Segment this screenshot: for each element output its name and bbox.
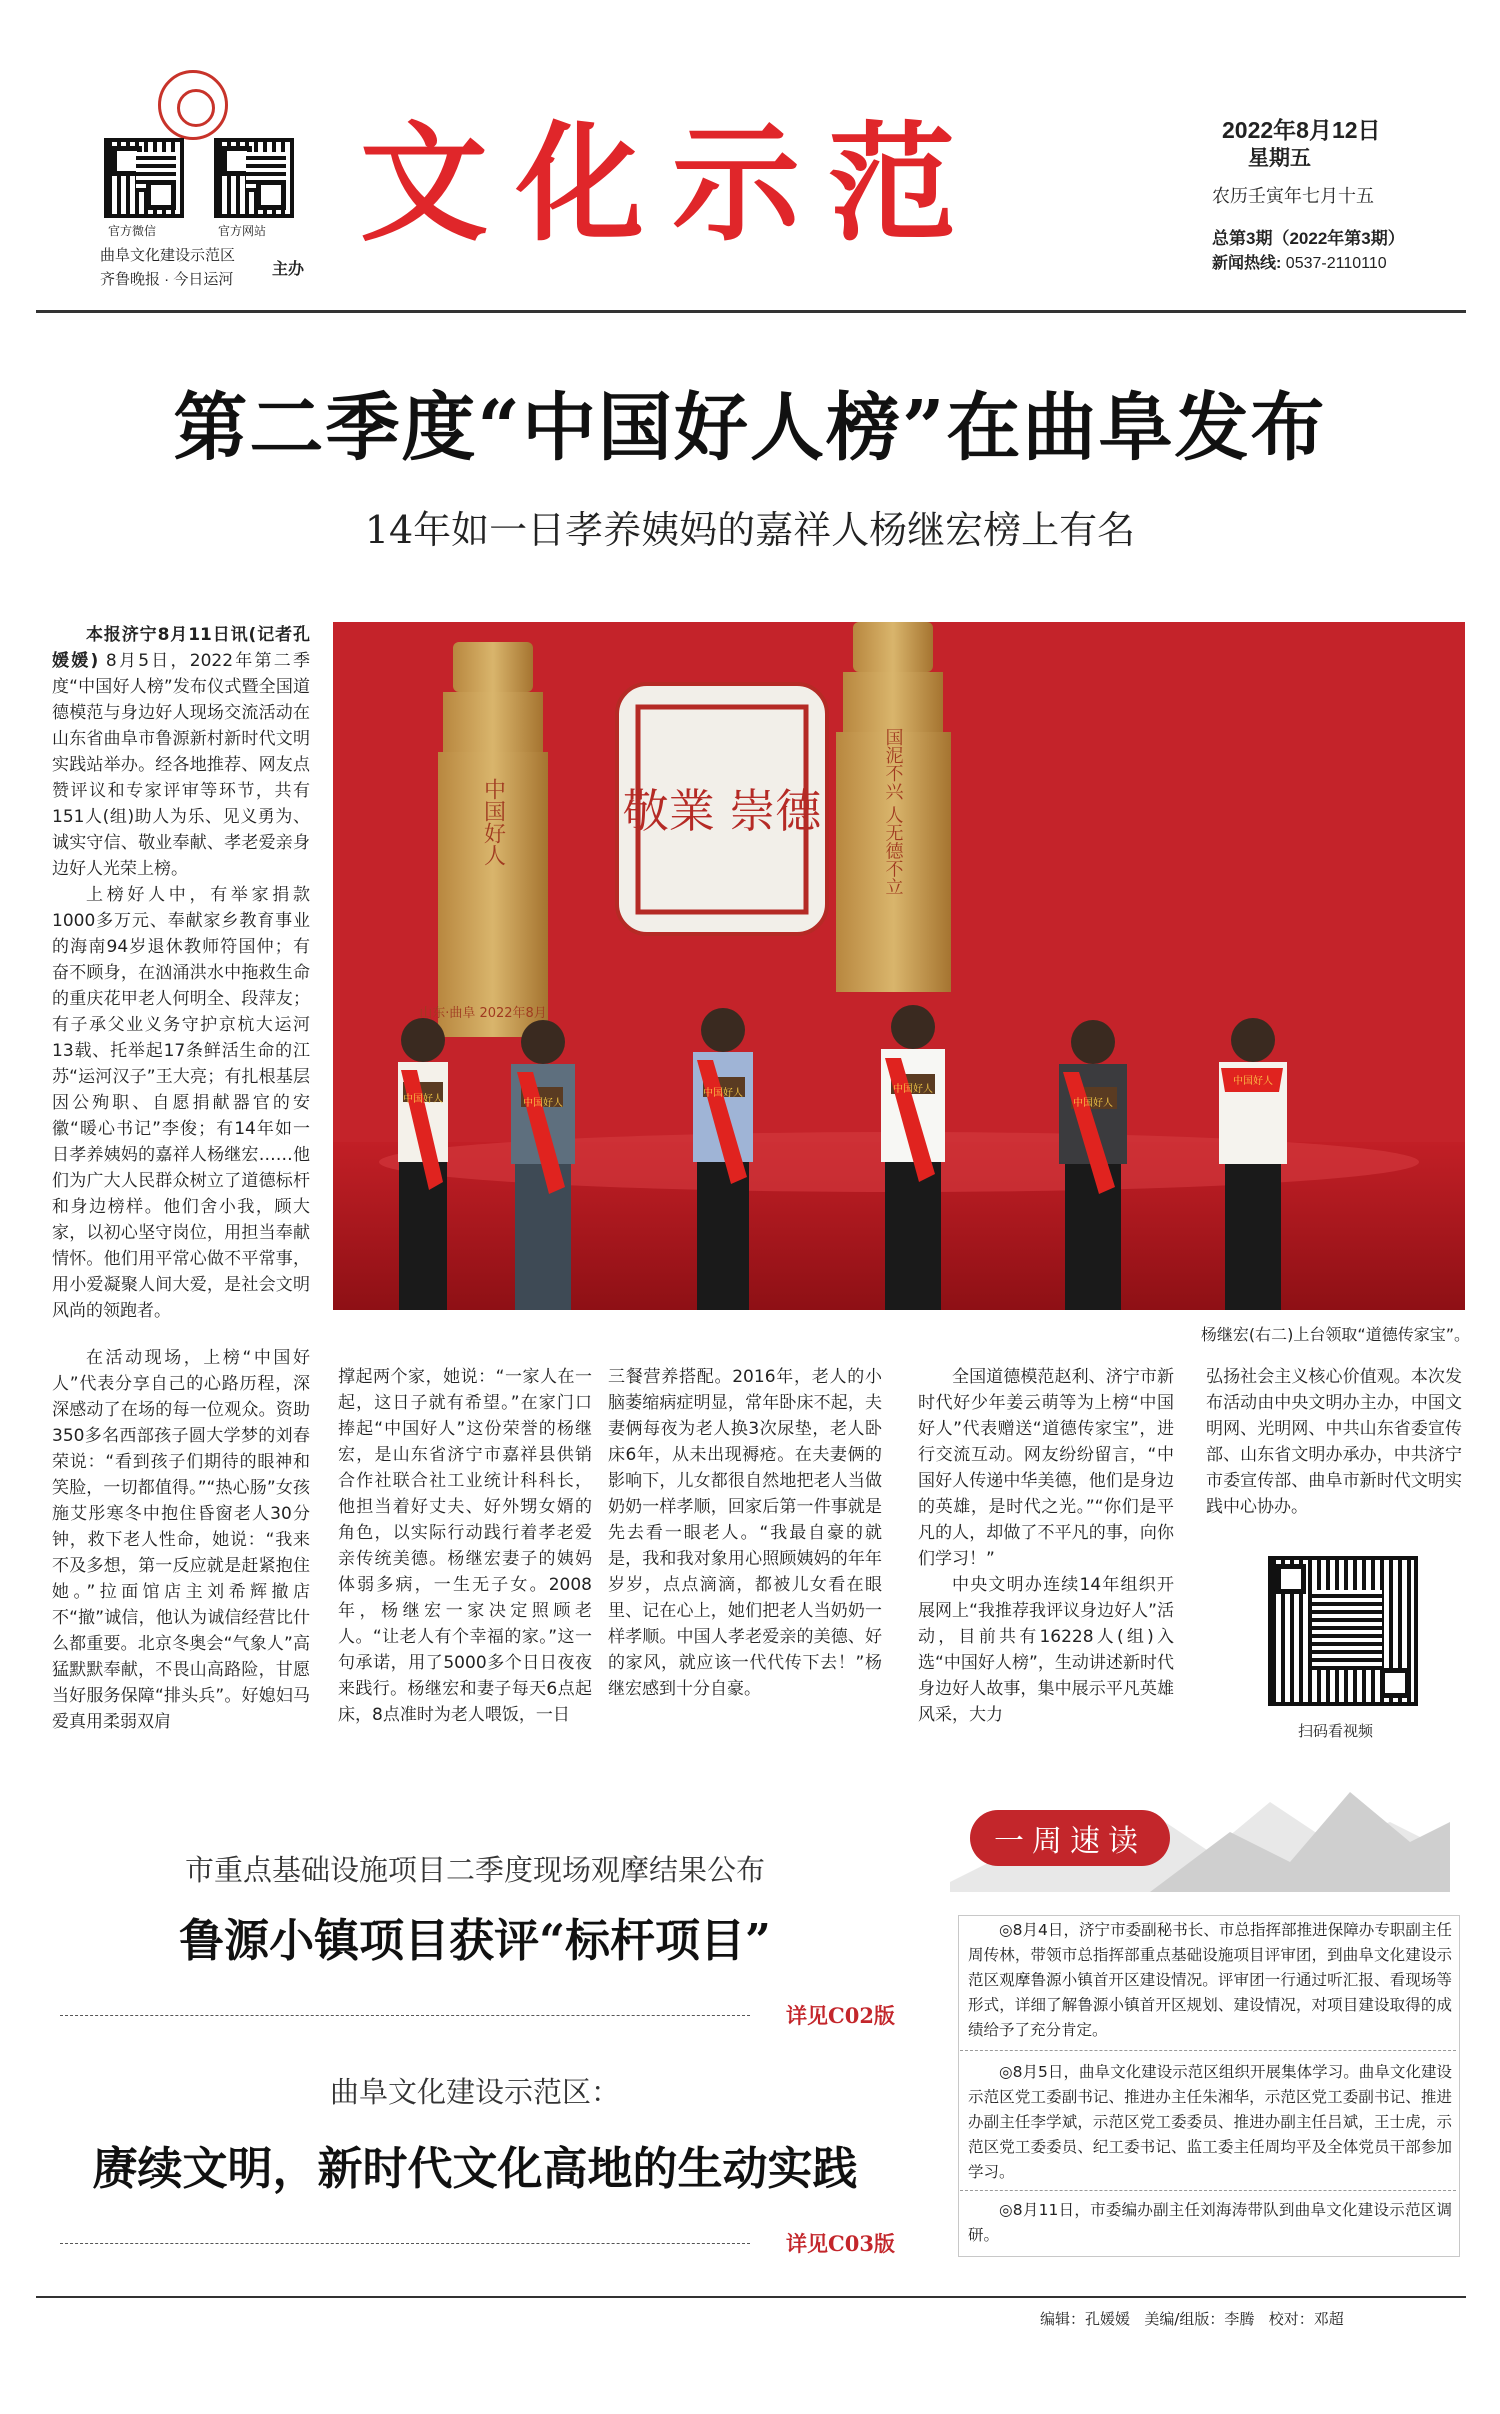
recipient-4 — [881, 1005, 945, 1310]
lead-column-3-text: 三餐营养搭配。2016年，老人的小脑萎缩病症明显，常年卧床不起，夫妻俩每夜为老人换3次尿垫，老人卧床6年，从未出现褥疮。在夫妻俩的影响下，儿女都很自然地把老人当做奶奶一样孝顺，回家后第一件事就是先去看一眼老人。“我最自豪的就是，我和我对象用心照顾姨妈的年年岁岁，点点滴滴，都被儿女看在眼里、记在心上，她们把老人当奶奶一样孝顺。中国人孝老爱亲的美德、好的家风，就应该一代代传下去！”杨继宏感到十分自豪。 — [608, 1367, 882, 1699]
sponsor-role: 主办 — [272, 261, 305, 278]
video-qr-code[interactable] — [1268, 1556, 1418, 1706]
story-3-title[interactable]: 赓续文明，新时代文化高地的生动实践 — [92, 2142, 858, 2195]
sash-text-2: 中国好人 — [523, 1098, 563, 1109]
sponsor-line-2: 齐鲁晚报 · 今日运河 — [100, 271, 234, 288]
dateline: 本报济宁8月11日讯(记者孔媛媛) — [52, 625, 310, 671]
center-seal-stamp — [617, 684, 827, 934]
photo-caption: 杨继宏(右二)上台领取“道德传家宝”。 — [1200, 1325, 1470, 1344]
award-ceremony-illustration — [333, 622, 1465, 1310]
lead-paragraph-1: 8月5日，2022年第二季度“中国好人榜”发布仪式暨全国道德模范与身边好人现场交流活动在山东省曲阜市鲁源新村新时代文明实践站举办。经各地推荐、网友点赞评议和专家评审等环节，共有151人(组)助人为乐、见义勇为、诚实守信、敬业奉献、孝老爱亲身边好人光荣上榜。 — [52, 651, 310, 879]
lead-column-1 — [52, 622, 310, 1348]
qr-label-website: 官方网站 — [218, 224, 267, 238]
sash-text-3: 中国好人 — [703, 1088, 743, 1099]
lead-column-4 — [918, 1364, 1174, 1734]
lead-column-4-p2: 中央文明办连续14年组织开展网上“我推荐我评议身边好人”活动，目前共有16228人(组)入选“中国好人榜”，生动讲述新时代身边好人故事，集中展示平凡英雄风采，大力 — [918, 1575, 1174, 1725]
lead-column-5 — [1206, 1364, 1462, 1544]
issue-number: 总第3期（2022年第3期） — [1212, 229, 1405, 248]
brief-title: 一周速读 — [994, 1824, 1146, 1859]
sash-text-4: 中国好人 — [893, 1084, 933, 1095]
brief-item-3: ◎8月11日，市委编办副主任刘海涛带队到曲阜文化建设示范区调研。 — [968, 2201, 1452, 2244]
right-seal-text: 国泥不兴 人无德不立 — [882, 728, 904, 896]
story-2-ref[interactable]: 详见C02版 — [786, 2003, 895, 2028]
masthead-title: 文化示范 — [360, 110, 985, 259]
lead-column-3 — [608, 1364, 882, 1734]
qr-label-wechat: 官方微信 — [108, 224, 157, 238]
publisher-logo — [158, 70, 228, 140]
footer-art: 美编/组版：李腾 — [1144, 2310, 1255, 2328]
sponsor-line-1: 曲阜文化建设示范区 — [100, 247, 236, 264]
brief-item-2: ◎8月5日，曲阜文化建设示范区组织开展集体学习。曲阜文化建设示范区党工委副书记、推进办主任朱湘华，示范区党工委副书记、推进办副主任李学斌，示范区党工委委员、推进办副主任吕斌，王士虎，示范区党工委委员、纪工委书记、监工委主任周均平及全体党员干部参加学习。 — [968, 2063, 1452, 2181]
recipient-3 — [693, 1008, 753, 1310]
lead-column-2 — [338, 1364, 592, 1734]
lead-column-5-text: 弘扬社会主义核心价值观。本次发布活动由中央文明办主办，中国文明网、光明网、中共山东省委宣传部、山东省文明办承办，中共济宁市委宣传部、曲阜市新时代文明实践中心协办。 — [1206, 1367, 1462, 1517]
center-seal-text: 敬業 崇德 — [622, 784, 822, 838]
brief-item-1: ◎8月4日，济宁市委副秘书长、市总指挥部推进保障办专职副主任周传林，带领市总指挥部重点基础设施项目评审团，到曲阜文化建设示范区观摩鲁源小镇首开区建设情况。评审团一行通过听汇报、看现场等形式，详细了解鲁源小镇首开区规划、建设情况，对项目建设取得的成绩给予了充分肯定。 — [968, 1921, 1452, 2039]
footer-editor: 编辑：孔媛媛 — [1040, 2310, 1131, 2328]
story-2-title[interactable]: 鲁源小镇项目获评“标杆项目” — [179, 1914, 771, 1967]
lead-subheadline: 14年如一日孝养姨妈的嘉祥人杨继宏榜上有名 — [364, 508, 1136, 552]
lunar-date: 农历壬寅年七月十五 — [1212, 186, 1374, 206]
story-2-kicker: 市重点基础设施项目二季度现场观摩结果公布 — [184, 1853, 765, 1887]
lead-paragraph-3: 在活动现场，上榜“中国好人”代表分享自己的心路历程，深深感动了在场的每一位观众。资助350多名西部孩子圆大学梦的刘春荣说：“看到孩子们期待的眼神和笑脸，一切都值得。”“热心肠”女孩施艾彤寒冬中抱住昏窗老人30分钟，救下老人性命，她说：“我来不及多想，第一反应就是赶紧抱住她。”拉面馆店主刘希辉撤店不“撤”诚信，他认为诚信经营比什么都重要。北京冬奥会“气象人”高猛默默奉献，不畏山高路险，甘愿当好服务保障“排头兵”。好媳妇马爱真用柔弱双肩 — [52, 1348, 310, 1732]
hotline-number: 0537-2110110 — [1285, 255, 1387, 272]
video-qr-caption: 扫码看视频 — [1298, 1723, 1374, 1740]
hotline — [1212, 250, 1387, 273]
issue-date: 2022年8月12日 — [1222, 117, 1381, 143]
story-3-kicker: 曲阜文化建设示范区： — [329, 2075, 620, 2109]
hotline-label: 新闻热线: — [1212, 255, 1282, 272]
lead-headline: 第二季度“中国好人榜”在曲阜发布 — [173, 385, 1327, 471]
lead-column-2-text: 撑起两个家，她说：“一家人在一起，这日子就有希望。”在家门口捧起“中国好人”这份荣誉的杨继宏，是山东省济宁市嘉祥县供销合作社联合社工业统计科科长，他担当着好丈夫、好外甥女婿的角色，以实际行动践行着孝老爱亲传统美德。杨继宏妻子的姨妈体弱多病，一生无子女。2008年，杨继宏一家决定照顾老人。“让老人有个幸福的家。”这一句承诺，用了5000多个日日夜夜来践行。杨继宏和妻子每天6点起床，8点准时为老人喂饭，一日 — [338, 1367, 592, 1725]
lead-photo — [333, 622, 1465, 1310]
masthead-rule — [36, 310, 1466, 313]
lead-column-1b — [52, 1345, 310, 1733]
sash-text-1: 中国好人 — [403, 1094, 443, 1105]
story-2-divider — [60, 2015, 750, 2016]
sash-text-5: 中国好人 — [1073, 1098, 1113, 1109]
left-seal-sub: 山东·曲阜 2022年8月 — [419, 1006, 547, 1021]
lead-paragraph-2: 上榜好人中，有举家捐款1000多万元、奉献家乡教育事业的海南94岁退休教师符国仲；有奋不顾身，在汹涌洪水中拖救生命的重庆花甲老人何明全、段萍友；有子承父业义务守护京杭大运河13载、托举起17条鲜活生命的江苏“运河汉子”王大亮；有扎根基层因公殉职、自愿捐献器官的安徽“暖心书记”李俊；有14年如一日孝养姨妈的嘉祥人杨继宏……他们为广大人民群众树立了道德标杆和身边榜样。他们舍小我，顾大家，以初心坚守岗位，用担当奉献情怀。他们用平常心做不平常事，用小爱凝聚人间大爱，是社会文明风尚的领跑者。 — [52, 885, 310, 1321]
wechat-qr-code[interactable] — [104, 138, 184, 218]
brief-divider-1 — [960, 2050, 1456, 2051]
left-seal-text: 中国好人 — [480, 778, 506, 866]
brief-divider-2 — [960, 2190, 1456, 2191]
lead-column-4-p1: 全国道德模范赵利、济宁市新时代好少年姜云萌等为上榜“中国好人”代表赠送“道德传家宝”，进行交流互动。网友纷纷留言，“中国好人传递中华美德，他们是身边的英雄，是时代之光。”“你们是平凡的人，却做了不平凡的事，向你们学习！” — [918, 1367, 1174, 1569]
right-jade-seal — [836, 622, 951, 992]
story-3-ref[interactable]: 详见C03版 — [786, 2231, 895, 2256]
sash-text-6: 中国好人 — [1233, 1076, 1273, 1087]
footer-proof: 校对：邓超 — [1268, 2310, 1344, 2328]
story-3-divider — [60, 2243, 750, 2244]
website-qr-code[interactable] — [214, 138, 294, 218]
footer-credits — [1040, 2308, 1344, 2329]
footer-rule — [36, 2296, 1466, 2298]
issue-weekday: 星期五 — [1248, 147, 1311, 170]
